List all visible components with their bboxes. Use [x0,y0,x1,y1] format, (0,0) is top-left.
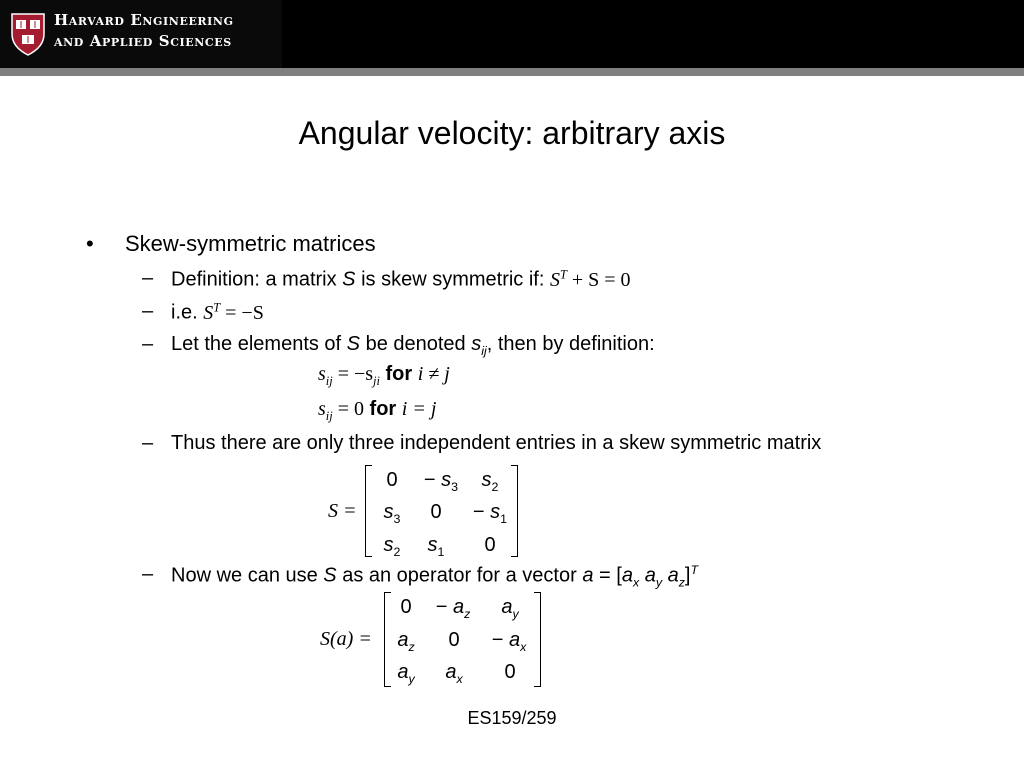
eq-s: s [318,363,326,385]
symbol-a: a [582,564,594,587]
now-text: Now we can use [171,564,324,587]
matrix-cell: $s_1$ [427,534,445,559]
matrix-cell: − $s_1$ [472,501,508,526]
eq-S: S [203,301,214,324]
symbol-s: s [471,333,482,355]
matrix-cell: − $a_z$ [435,596,471,621]
dash-marker: – [142,300,154,322]
eq-S: S [549,268,560,291]
harvard-shield-icon [10,12,46,56]
slide-title: Angular velocity: arbitrary axis [298,115,726,151]
now-close: ] [684,564,691,587]
matrix-cell: 0 [386,469,398,491]
dash-marker: – [142,267,154,289]
eq-rest: + S = 0 [566,268,631,291]
matrix-cell: $s_2$ [383,534,401,559]
matrix-cell: $s_3$ [383,501,401,526]
matrix-cell: $s_2$ [481,469,499,494]
let-text-3: , then by definition: [486,333,655,355]
matrix-cell: − $a_x$ [491,629,527,654]
definition-line [171,268,631,290]
bullet-skew-symmetric: Skew-symmetric matrices [125,231,376,256]
header-title-line1: Harvard Engineering [54,11,234,29]
definition-text: Definition: a matrix [171,268,343,291]
subscript-ij: ij [481,344,487,358]
symbol-a: a [667,564,679,587]
matrix-cell: 0 [448,629,460,651]
equation-sij-zero [318,399,436,422]
dash-marker: – [142,432,154,454]
definition-equation [550,269,631,291]
footer-course-code: ES159/259 [467,708,557,728]
matrix-cell: $a_y$ [501,596,519,621]
bullet-marker: • [86,231,94,256]
symbol-S: S [323,564,337,587]
ie-equation [203,302,264,324]
eq-rest: = −S [220,301,264,324]
for-word: for [369,398,397,420]
let-line [171,334,655,357]
eq-ji: ji [373,374,380,388]
definition-text-2: is skew symmetric if: [355,268,550,291]
matrix-cell: 0 [484,534,496,556]
now-text-2: as an operator for a vector [336,564,583,587]
eq-condition: i = j [401,398,437,420]
sup-T: T [690,563,699,577]
now-eq: = [ [593,564,622,587]
eq-T: T [559,267,567,281]
let-text: Let the elements of [171,333,347,355]
matrix-S-label: S = [328,500,357,522]
matrix-cell: 0 [504,661,516,683]
bracket-left [365,465,372,557]
now-line [171,564,698,589]
let-text-2: be denoted [360,333,472,355]
dash-marker: – [142,333,154,355]
harvard-logo [0,0,282,68]
matrix-cell: − $s_3$ [423,469,459,494]
eq-mid: = −s [332,363,374,385]
symbol-S: S [342,268,356,291]
matrix-Sa [384,592,541,687]
thus-line: Thus there are only three independent entries in a skew symmetric matrix [171,432,822,454]
matrix-cell: 0 [430,501,442,523]
eq-mid: = 0 [332,398,364,420]
eq-ij: ij [325,409,333,423]
dash-marker: – [142,563,154,585]
matrix-cell: $a_z$ [397,629,415,654]
ie-line [171,301,264,323]
sub-x: x [632,575,640,590]
matrix-S [365,465,518,557]
matrix-cell: $a_x$ [445,661,463,686]
matrix-Sa-label: S(a) = [320,628,372,650]
symbol-a: a [644,564,656,587]
for-word: for [385,363,413,385]
symbol-S: S [346,333,361,355]
matrix-cell: 0 [400,596,412,618]
eq-s: s [318,398,326,420]
header-title-line2: and Applied Sciences [54,32,232,50]
symbol-a: a [621,564,633,587]
sub-y: y [655,575,663,590]
eq-condition: i ≠ j [417,363,450,385]
eq-T: T [213,300,221,314]
equation-sij-antisym [318,364,450,387]
sub-z: z [678,575,685,590]
ie-text: i.e. [171,301,204,324]
matrix-cell: $a_y$ [397,661,415,686]
header-divider [0,68,1024,76]
eq-ij: ij [325,374,333,388]
